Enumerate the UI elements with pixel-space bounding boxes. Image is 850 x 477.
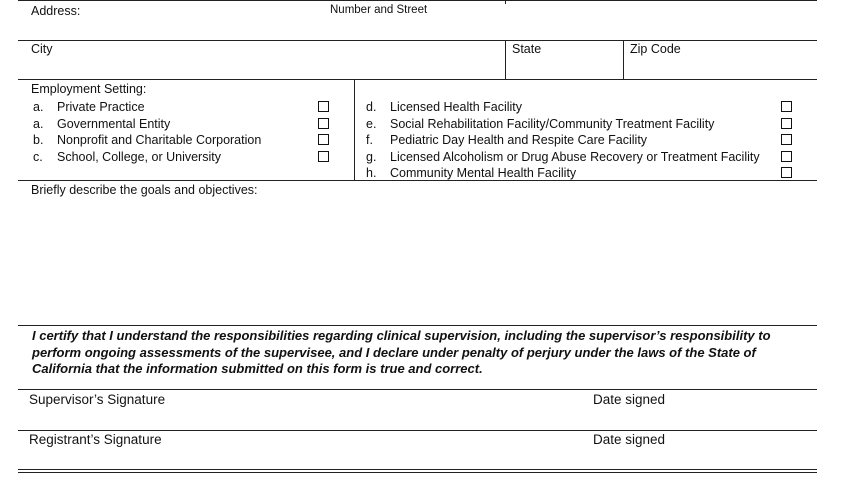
checkbox-social-rehab[interactable] [781,118,792,129]
checkbox-community-mental[interactable] [781,167,792,178]
employment-option-nonprofit: b. Nonprofit and Charitable Corporation [33,133,262,147]
address-label: Address: [31,4,81,18]
checkbox-school[interactable] [318,151,329,162]
supervisor-date-field[interactable] [580,390,817,430]
registrant-date-field[interactable] [580,431,817,469]
employment-rule [18,180,817,181]
employment-option-private-practice: a. Private Practice [33,100,145,114]
state-zip-divider [623,40,624,79]
state-label: State [512,42,542,56]
state-field[interactable] [506,41,622,79]
employment-option-pediatric: f. Pediatric Day Health and Respite Care Facility [366,133,648,147]
checkbox-private-practice[interactable] [318,101,329,112]
city-label: City [31,42,53,56]
registrant-date-label: Date signed [593,432,666,447]
zip-field[interactable] [624,41,817,79]
employment-option-social-rehab: e. Social Rehabilitation Facility/Community Treatment Facility [366,116,715,131]
checkbox-alcoholism[interactable] [781,151,792,162]
city-field[interactable] [18,41,504,79]
supervisor-date-label: Date signed [593,392,666,407]
checkbox-nonprofit[interactable] [318,134,329,145]
registrant-signature-field[interactable] [18,431,578,469]
city-rule [18,79,817,80]
employment-divider [354,79,355,180]
goals-label: Briefly describe the goals and objectives: [31,183,258,197]
checkbox-pediatric[interactable] [781,134,792,145]
employment-option-school: c. School, College, or University [33,149,221,164]
supervisor-signature-label: Supervisor’s Signature [29,392,166,407]
city-state-divider [505,40,506,79]
checkbox-licensed-health[interactable] [781,101,792,112]
certification-statement: I certify that I understand the responsibilities regarding clinical supervision, including the supervisor’s responsibility to perform ongoing assessments of the supervisee, and I declare under penalty of perjury under the laws of the State of California that the information submitted on this form is true and correct. [32,328,771,376]
employment-option-community-mental: h. Community Mental Health Facility [366,166,577,180]
zip-label: Zip Code [630,42,681,56]
registrant-signature-label: Registrant’s Signature [29,432,162,447]
address-sublabel: Number and Street [330,4,428,16]
bottom-rule [18,472,817,473]
top-rule [18,0,817,1]
checkbox-governmental-entity[interactable] [318,118,329,129]
address-field[interactable] [18,2,817,40]
employment-label: Employment Setting: [31,82,147,96]
goals-rule [18,325,817,326]
registrant-rule [18,469,817,470]
supervisor-signature-field[interactable] [18,390,578,430]
employment-option-governmental-entity: a. Governmental Entity [33,116,171,131]
employment-option-alcoholism: g. Licensed Alcoholism or Drug Abuse Recovery or Treatment Facility [366,149,760,164]
goals-textarea[interactable] [18,200,817,324]
employment-option-licensed-health: d. Licensed Health Facility [366,100,523,114]
